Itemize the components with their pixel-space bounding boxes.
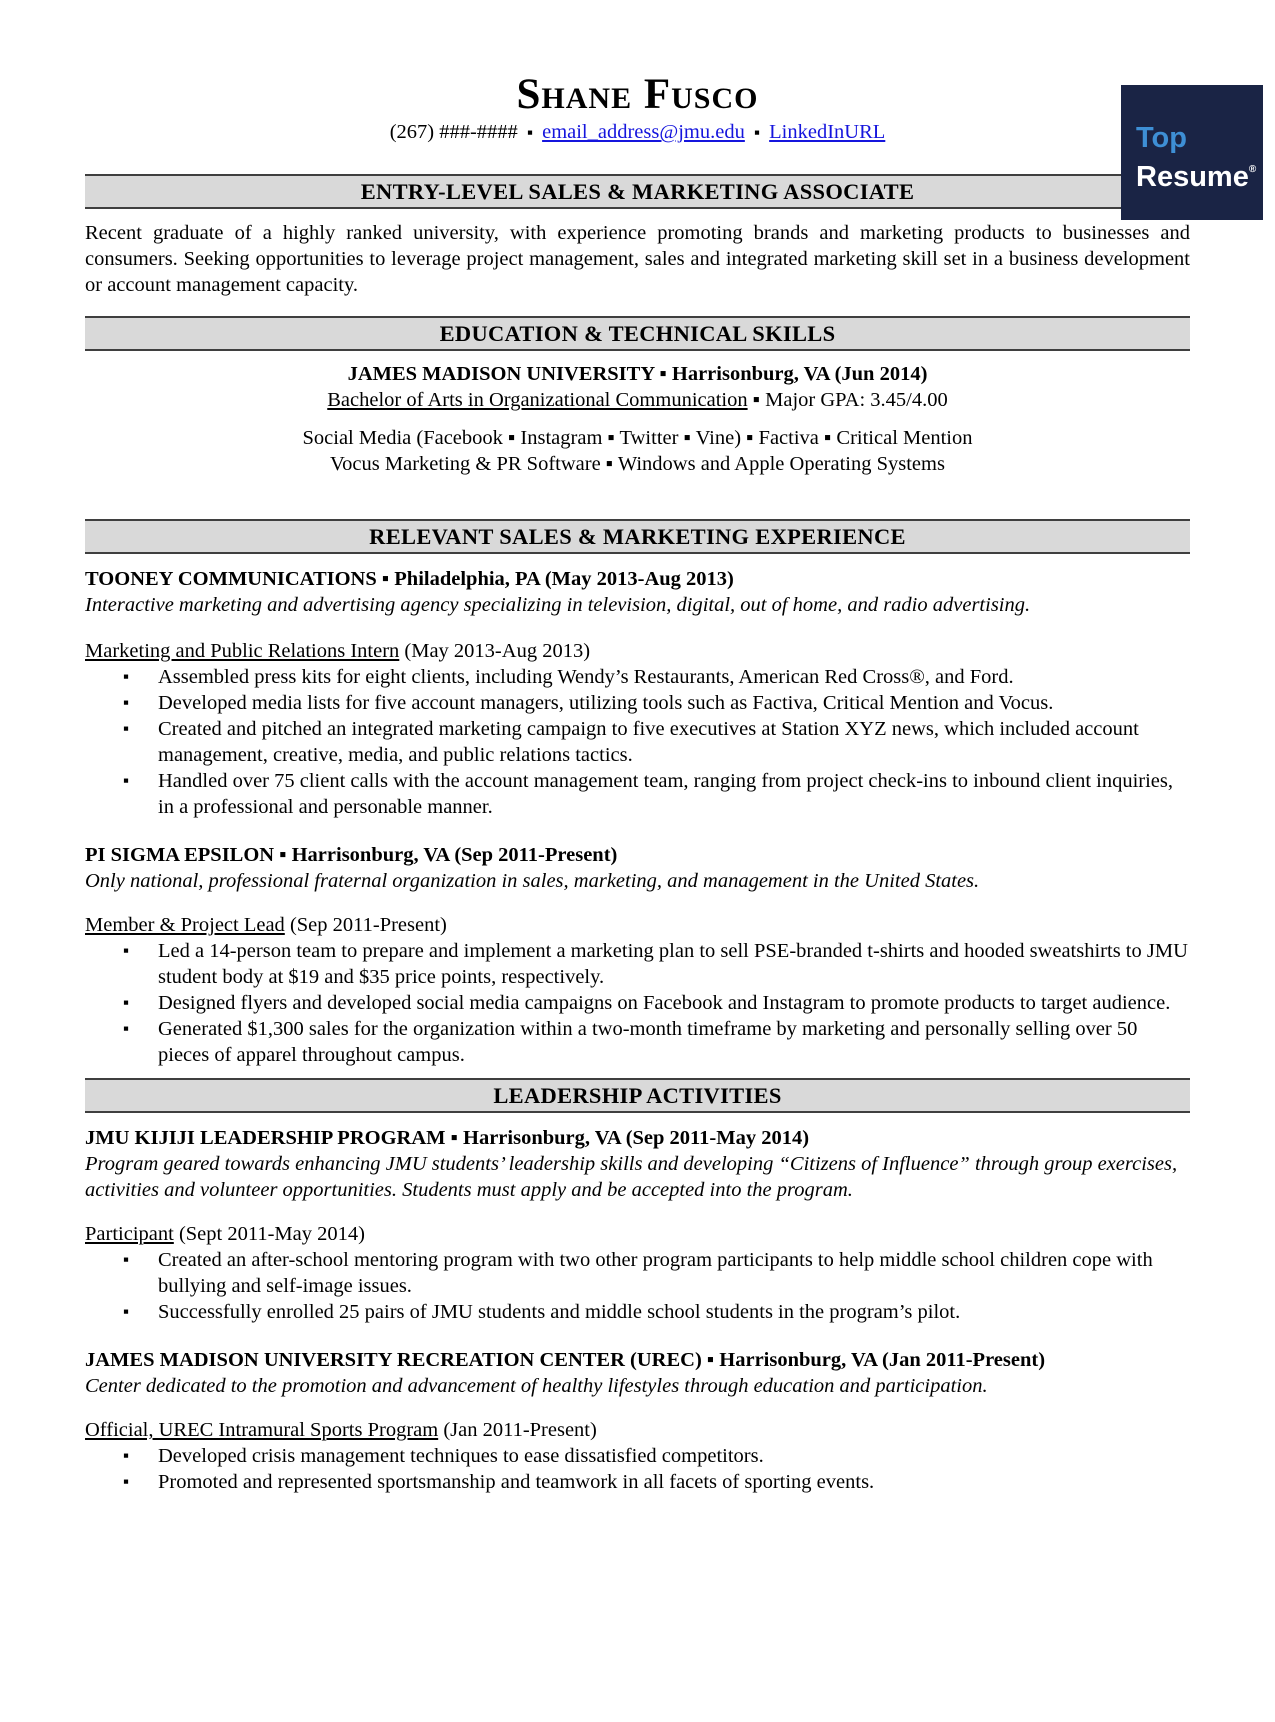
job-tooney (85, 566, 1190, 820)
bullet-item: ▪ Handled over 75 client calls with the account management team, ranging from project check-ins to inbound client inquiries, in a professional and personable manner. (123, 770, 1174, 818)
role-line (85, 912, 1190, 938)
bullet-icon: ▪ (123, 1446, 130, 1465)
topresume-logo-resume-text: Resume® (1136, 161, 1257, 193)
company-line: JMU KIJIJI LEADERSHIP PROGRAM ▪ Harrisonburg, VA (Sep 2011-May 2014) (85, 1127, 810, 1149)
company-line: TOONEY COMMUNICATIONS ▪ Philadelphia, PA (May 2013-Aug 2013) (85, 568, 734, 590)
summary-paragraph: Recent graduate of a highly ranked university, with experience promoting brands and marketing products to businesses and consumers. Seeking opportunities to leverage project management, sales and integrated marketing skill set in a business development or account management capacity. (85, 222, 1190, 296)
skills-line-1: Social Media (Facebook ▪ Instagram ▪ Twitter ▪ Vine) ▪ Factiva ▪ Critical Mention (302, 427, 973, 449)
bullet-icon: ▪ (123, 1250, 130, 1269)
role-dates: (Sept 2011-May 2014) (173, 1223, 365, 1245)
bullet-list (85, 938, 1190, 1068)
role-dates: (May 2013-Aug 2013) (399, 640, 591, 662)
bullet-item: ▪ Assembled press kits for eight clients, including Wendy’s Restaurants, American Red Cross®, and Ford. (123, 666, 1014, 688)
bullet-icon: ▪ (123, 719, 130, 738)
role-title: Participant (85, 1223, 174, 1245)
bullet-item: ▪ Generated $1,300 sales for the organization within a two-month timeframe by marketing and personally selling over 50 pieces of apparel throughout campus. (123, 1018, 1138, 1066)
role-title: Official, UREC Intramural Sports Program (85, 1419, 439, 1441)
role-line (85, 638, 1190, 664)
company-tagline: Program geared towards enhancing JMU students’ leadership skills and developing “Citizens of Influence” through group exercises, activities and volunteer opportunities. Students must apply and be accepted into the program. (85, 1153, 1178, 1201)
bullet-item: ▪ Created an after-school mentoring program with two other program participants to help middle school children cope with bullying and self-image issues. (123, 1249, 1153, 1297)
bullet-list (85, 1247, 1190, 1325)
org-kijiji (85, 1125, 1190, 1325)
bullet-icon: ▪ (123, 993, 130, 1012)
bullet-item: ▪ Designed flyers and developed social media campaigns on Facebook and Instagram to promote products to target audience. (123, 992, 1171, 1014)
topresume-logo-top-text: Top (1136, 122, 1187, 154)
section-header-objective: ENTRY-LEVEL SALES & MARKETING ASSOCIATE (85, 174, 1190, 209)
bullet-icon: ▪ (123, 693, 130, 712)
resume-page (0, 72, 1275, 1495)
role-title: Marketing and Public Relations Intern (85, 640, 400, 662)
bullet-icon: ▪ (123, 1302, 130, 1321)
section-header-leadership: LEADERSHIP ACTIVITIES (85, 1078, 1190, 1113)
bullet-item: ▪ Created and pitched an integrated marketing campaign to five executives at Station XYZ news, which included account management, creative, media, and public relations tactics. (123, 718, 1139, 766)
candidate-name: Shane Fusco (516, 71, 759, 118)
bullet-icon: ▪ (123, 941, 130, 960)
bullet-item: ▪ Led a 14-person team to prepare and implement a marketing plan to sell PSE-branded t-shirts and hooded sweatshirts to JMU student body at $19 and $35 price points, respectively. (123, 940, 1188, 988)
role-line (85, 1221, 1190, 1247)
contact-line (85, 119, 1190, 146)
role-dates: (Sep 2011-Present) (284, 914, 447, 936)
degree-title: Bachelor of Arts in Organizational Communication (327, 389, 748, 411)
degree-line (85, 387, 1190, 413)
topresume-logo (1121, 85, 1263, 220)
bullet-icon: ▪ (123, 1019, 130, 1038)
bullet-list (85, 1443, 1190, 1495)
bullet-icon: ▪ (123, 1472, 130, 1491)
bullet-icon: ▪ (123, 667, 130, 686)
bullet-item: ▪ Promoted and represented sportsmanship and teamwork in all facets of sporting events. (123, 1471, 875, 1493)
company-tagline: Center dedicated to the promotion and advancement of healthy lifestyles through education and participation. (85, 1375, 988, 1397)
skills-block (85, 425, 1190, 477)
role-line (85, 1417, 1190, 1443)
section-header-education: EDUCATION & TECHNICAL SKILLS (85, 316, 1190, 351)
bullet-item: ▪ Developed crisis management techniques to ease dissatisfied competitors. (123, 1445, 764, 1467)
email-link[interactable]: email_address@jmu.edu (542, 121, 745, 143)
school-line: JAMES MADISON UNIVERSITY ▪ Harrisonburg, VA (Jun 2014) (347, 363, 928, 385)
section-header-experience: RELEVANT SALES & MARKETING EXPERIENCE (85, 519, 1190, 554)
degree-gpa: ▪ Major GPA: 3.45/4.00 (747, 389, 948, 411)
company-line: PI SIGMA EPSILON ▪ Harrisonburg, VA (Sep 2011-Present) (85, 844, 618, 866)
bullet-item: ▪ Developed media lists for five account managers, utilizing tools such as Factiva, Critical Mention and Vocus. (123, 692, 1054, 714)
education-block (85, 361, 1190, 413)
separator-dot: ▪ (753, 123, 761, 142)
bullet-list (85, 664, 1190, 820)
company-tagline: Interactive marketing and advertising agency specializing in television, digital, out of home, and radio advertising. (85, 594, 1031, 616)
bullet-item: ▪ Successfully enrolled 25 pairs of JMU students and middle school students in the program’s pilot. (123, 1301, 961, 1323)
registered-mark: ® (1248, 164, 1257, 175)
org-urec (85, 1347, 1190, 1495)
bullet-icon: ▪ (123, 771, 130, 790)
role-title: Member & Project Lead (85, 914, 285, 936)
skills-line-2: Vocus Marketing & PR Software ▪ Windows and Apple Operating Systems (330, 453, 945, 475)
role-dates: (Jan 2011-Present) (438, 1419, 597, 1441)
linkedin-link[interactable]: LinkedInURL (769, 121, 886, 143)
company-tagline: Only national, professional fraternal organization in sales, marketing, and management in the United States. (85, 870, 980, 892)
separator-dot: ▪ (526, 123, 533, 142)
company-line: JAMES MADISON UNIVERSITY RECREATION CENTER (UREC) ▪ Harrisonburg, VA (Jan 2011-Present) (85, 1349, 1046, 1371)
job-pse (85, 842, 1190, 1068)
phone-number: (267) ###-#### (389, 121, 518, 143)
